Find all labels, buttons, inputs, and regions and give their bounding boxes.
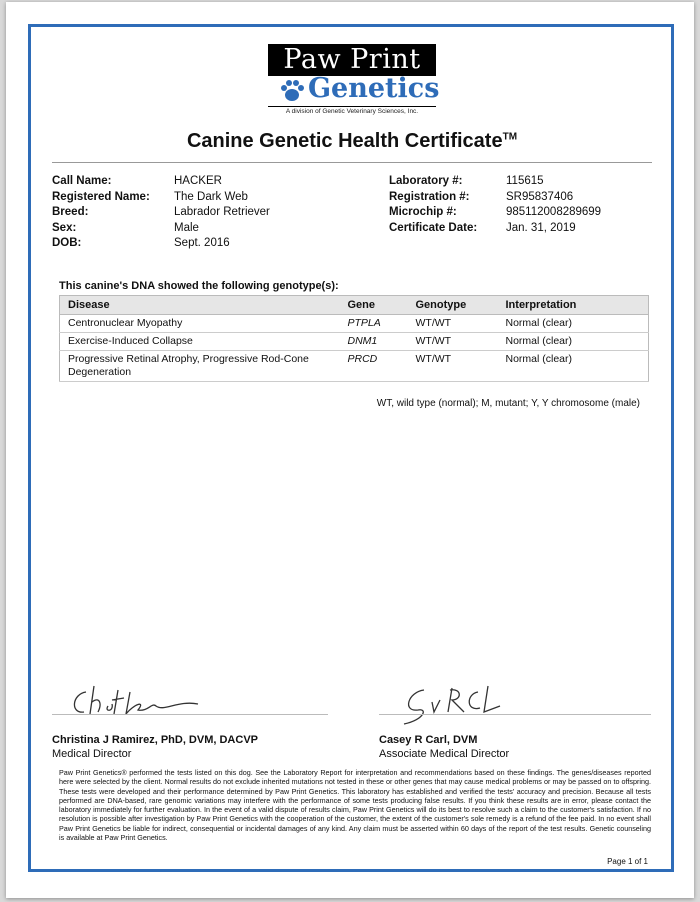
dog-info-row: DOB: Sept. 2016 [52,237,230,250]
genotype-key: WT, wild type (normal); M, mutant; Y, Y chromosome (male) [376,398,640,409]
record-info-row: Registration #: SR95837406 [389,190,574,203]
page-title: Canine Genetic Health Certificate™ [186,130,518,152]
table-row: Exercise-Induced Collapse DNM1 WT/WT Normal (clear) [60,333,649,351]
signer-carl: Casey R Carl, DVM Associate Medical Director [379,734,510,760]
genotype-table [59,295,649,382]
logo-line1: Paw Print [268,44,436,76]
column-header: Genotype [408,296,498,315]
logo-division: A division of Genetic Veterinary Sciences, Inc. [268,106,436,115]
dog-info [52,174,270,252]
record-info-row: Laboratory #: 115615 [389,175,544,187]
certificate-page [6,2,694,898]
record-info-row: Certificate Date: Jan. 31, 2019 [389,221,576,234]
record-info-row: Microchip #: 985112008289699 [389,206,602,219]
dog-info-row: Registered Name: The Dark Web [52,190,248,203]
dog-info-row: Breed: Labrador Retriever [52,206,270,219]
company-logo [268,44,440,118]
dog-info-row: Sex: Male [52,221,199,234]
trademark-mark: TM [502,131,518,143]
paw-icon [278,78,306,104]
signer-ramirez: Christina J Ramirez, PhD, DVM, DACVP Medical Director [52,734,258,760]
table-row: Progressive Retinal Atrophy, Progressive Rod-Cone Degeneration PRCD WT/WT Normal (clear) [60,351,649,382]
signature-carl [394,682,544,727]
column-header: Interpretation [498,296,649,315]
table-header-row [60,296,649,315]
table-row: Centronuclear Myopathy PTPLA WT/WT Normal (clear) [60,315,649,333]
signature-line [379,714,651,715]
signature-line [52,714,328,715]
record-info [389,174,601,236]
dog-info-row: Call Name: HACKER [52,175,222,187]
page-number: Page 1 of 1 [607,857,648,866]
logo-line2: Genetics [308,73,440,104]
column-header: Disease [60,296,340,315]
disclaimer-text: Paw Print Genetics® performed the tests listed on this dog. See the Laboratory Report for interpretation and recommendations based on these findings. The genes/diseases reported here were selected by the client. Normal results do not exclude inherited mutations not tested in these or other genes that may cause medical problems or may be passed on to offspring. These tests were developed and their performance determined by Paw Print Genetics. This laboratory has established and verified the tests' accuracy and precision. Because all tests performed are DNA-based, rare genomic variations may interfere with the performance of some tests producing false results. If you think these results are in error, please contact the laboratory immediately for further evaluation. In the event of a valid dispute of results claim, Paw Print Genetics will do its best to resolve such a claim to the customer's satisfaction. If no resolution is possible after investigation by Paw Print Genetics with the cooperation of the customer, the extent of the customer's sole remedy is a refund of the fee paid. In no event shall Paw Print Genetics be liable for indirect, consequential or incidental damages of any kind. Any claim must be asserted within 60 days of the report of the test results. Genetic counseling is available at Paw Print Genetics. [59,768,651,843]
genotype-heading: This canine's DNA showed the following genotype(s): [59,280,339,292]
signature-ramirez [68,682,218,722]
divider [52,162,652,163]
column-header: Gene [340,296,408,315]
